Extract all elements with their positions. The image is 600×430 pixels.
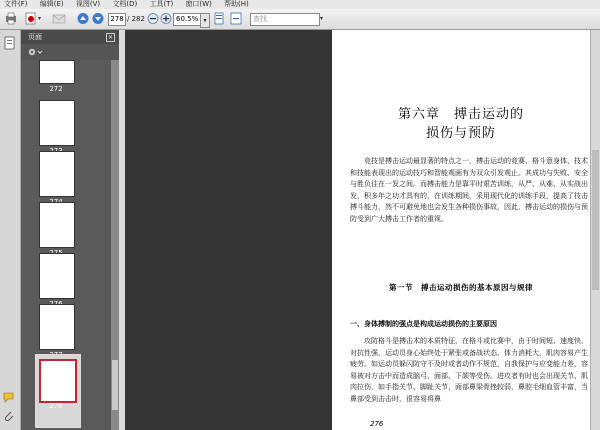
zoom-dropdown-icon[interactable]: ▾ (200, 13, 210, 28)
section-title: 第一节 搏击运动损伤的基本原因与规律 (389, 283, 533, 292)
subsection-title: 一、身体搏制的强点是构成运动损伤的主要原因 (350, 320, 497, 328)
page-total: / 282 (127, 15, 145, 23)
zoom-input[interactable]: 60.5% (173, 13, 201, 26)
thumbnail-label: 272 (49, 85, 63, 93)
next-page-icon[interactable] (91, 12, 105, 25)
thumbnail-scrollbar[interactable] (111, 60, 119, 430)
chapter-subtitle: 损伤与预防 (425, 126, 496, 141)
pdf-create-icon[interactable] (24, 12, 38, 25)
chapter-title: 第六章 搏击运动的 (397, 107, 524, 122)
menu-edit[interactable]: 编辑(E) (39, 0, 64, 8)
document-page (332, 30, 590, 430)
chevron-down-icon[interactable]: ▾ (38, 15, 42, 22)
page-number-input[interactable]: 278 (108, 13, 126, 26)
zoom-out-icon[interactable] (146, 12, 160, 25)
panel-title: 页面 (28, 33, 42, 41)
menu-window[interactable]: 窗口(W) (185, 0, 212, 8)
menu-help[interactable]: 帮助(H) (224, 0, 249, 8)
selected-thumbnail-highlight (35, 354, 81, 428)
thumbnail-label: 278 (49, 402, 63, 410)
page-thumbnail[interactable] (39, 100, 75, 146)
page-thumbnail[interactable] (39, 253, 75, 299)
comment-icon[interactable] (3, 391, 16, 403)
intro-paragraph: 竞技是搏击运动最显著的特点之一，搏击运动的竞赛、格斗意身体、技术和技能表现出的运动技巧和智能观画有为双众引发观止。其成功与失败、安全与胜负往在一发之间。而搏击能力是靠平时艰苦训练，从严、从难、从实战出发，积多年之功才具有的，在训练期间，采用现代化的训练手段，提高了技击搏斗能力，然不可避免地也会发生各种损伤事故，因此，搏击运动的损伤与预防受到广大搏击工作者的重视。 (350, 157, 588, 223)
page-thumbnails-panel (21, 30, 119, 430)
search-input[interactable]: 查找 (250, 13, 320, 26)
fit-width-icon[interactable] (229, 12, 243, 25)
page-thumbnail[interactable] (39, 359, 77, 403)
page-thumbnail[interactable] (39, 151, 75, 197)
attachment-icon[interactable] (3, 410, 16, 422)
page-thumbnail[interactable] (39, 60, 75, 84)
close-icon[interactable]: × (107, 34, 114, 41)
panel-options (21, 44, 119, 60)
menu-file[interactable]: 文件(F) (4, 0, 28, 8)
body-paragraph: 攻防格斗是搏击术的本质特征，在格斗或比赛中，由于时间短、速度快、对抗性强，运动员身心始终处于紧张或备战状态，体力消耗大，肌肉容易产生疲劳。如运动员躲闪防守不及时或者动作不规范，自我保护与应变能力差，容易被对方击中而造成脑弓、面部、下颌等受伤。进攻者有时也会出现关节、肌肉拉伤，如手指关节、脚趾关节，面部鼻梁骨挫较弱，鼻腔毛细血管丰富，当鼻部受到击击时，很容易将鼻 (350, 337, 588, 403)
page-thumbnail[interactable] (39, 304, 75, 350)
fit-page-icon[interactable] (212, 12, 226, 25)
menu-tools[interactable]: 工具(T) (149, 0, 174, 8)
document-scrollbar[interactable] (590, 30, 600, 430)
page-thumbnail[interactable] (39, 202, 75, 248)
menu-view[interactable]: 视图(V) (75, 0, 101, 8)
toolbar (0, 9, 600, 30)
print-icon[interactable] (4, 12, 18, 25)
zoom-in-icon[interactable] (159, 12, 173, 25)
options-icon[interactable] (27, 47, 43, 57)
menu-bar (0, 0, 600, 9)
panel-header (21, 30, 119, 44)
menu-document[interactable]: 文档(D) (112, 0, 138, 8)
previous-page-icon[interactable] (76, 12, 90, 25)
page-number: 276 (370, 420, 384, 428)
thumbnail-list (21, 60, 111, 430)
search-dropdown-icon[interactable]: ▾ (320, 15, 324, 22)
navigation-strip (0, 30, 21, 430)
pages-icon[interactable] (3, 36, 16, 50)
mail-icon[interactable] (52, 12, 66, 25)
